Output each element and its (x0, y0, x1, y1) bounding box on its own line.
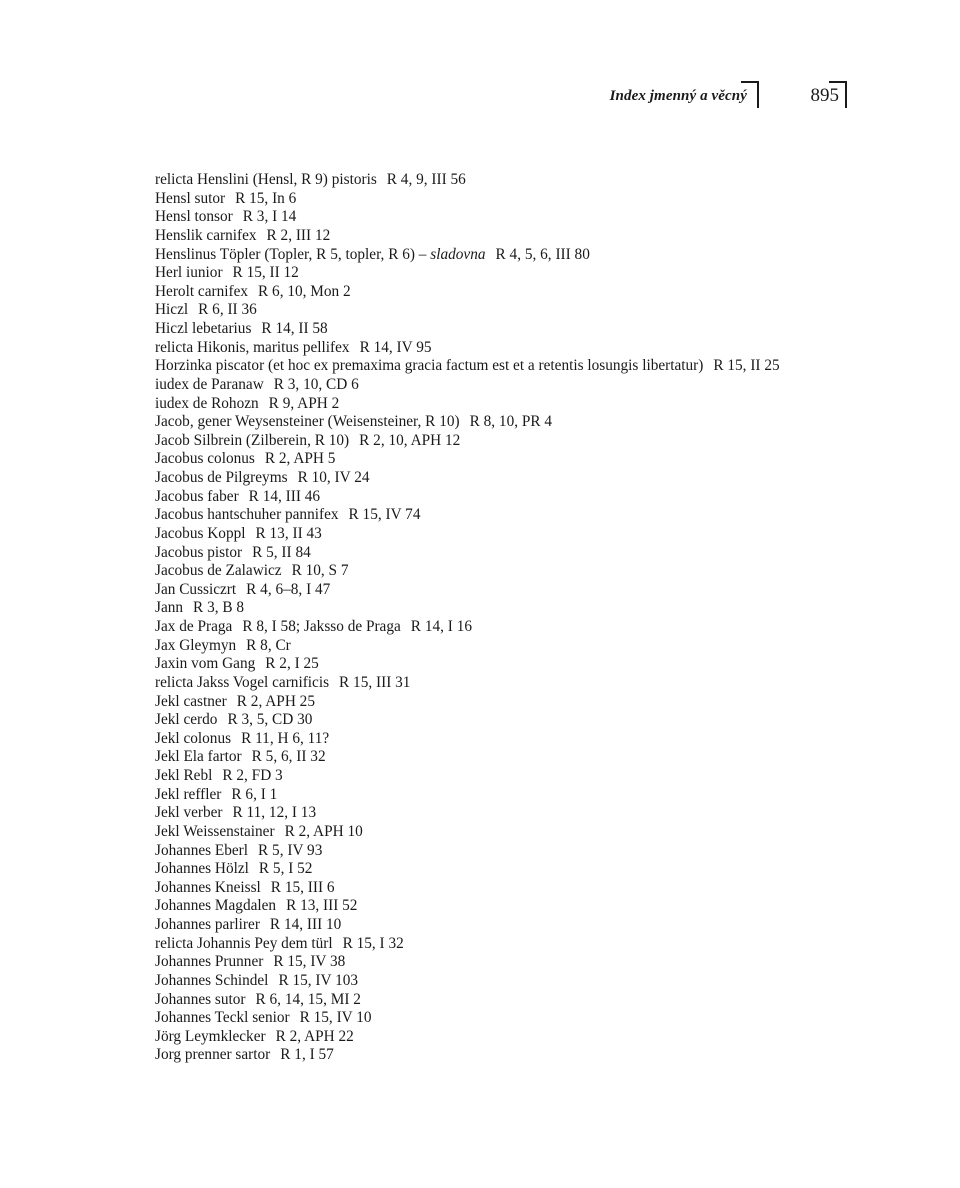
entry-name: relicta Hikonis, maritus pellifex (155, 338, 350, 356)
entry-name: Johannes Magdalen (155, 897, 277, 915)
entry-reference: R 15, IV 10 (299, 1009, 372, 1027)
entry-reference: R 6, 14, 15, MI 2 (255, 990, 361, 1008)
entry-reference: R 6, II 36 (198, 301, 257, 319)
entry-reference: R 10, S 7 (291, 562, 349, 580)
entry-reference: R 15, II 12 (232, 264, 299, 282)
index-entry (155, 283, 855, 302)
index-entry (155, 767, 855, 786)
entry-name: relicta Jakss Vogel carnificis (155, 673, 330, 691)
index-entry (155, 339, 855, 358)
entry-name: Hensl tonsor (155, 208, 233, 226)
entry-name: Jacobus de Pilgreyms (155, 469, 288, 486)
entry-name: Jann (155, 599, 184, 617)
entry-name: relicta Johannis Pey dem türl (155, 934, 333, 952)
entry-name: Jörg Leymklecker (155, 1027, 266, 1045)
entry-name: Jekl Weissenstainer (155, 822, 275, 840)
running-head-title: Index jmenný a věcný (609, 88, 747, 104)
entry-reference: R 4, 6–8, I 47 (246, 580, 331, 598)
index-entry (155, 246, 855, 265)
index-entry (155, 581, 855, 600)
entry-name: Hensl sutor (155, 189, 226, 207)
page-number: 895 (810, 85, 839, 106)
entry-name: Johannes Prunner (155, 953, 264, 971)
entry-name: Jekl cerdo (155, 711, 218, 729)
index-entry (155, 674, 855, 693)
entry-name: Jacobus pistor (155, 543, 243, 561)
entry-name: Jax Gleymyn (155, 636, 237, 654)
index-entry (155, 1046, 855, 1065)
corner-bracket-ornament (829, 81, 847, 108)
index-entry (155, 786, 855, 805)
index-entry (155, 264, 855, 283)
index-entry (155, 1009, 855, 1028)
entry-name: Johannes parlirer (155, 916, 260, 933)
corner-bracket-ornament (741, 81, 759, 108)
entry-reference: R 14, I 16 (410, 618, 472, 635)
entry-name: Jacobus faber (155, 487, 239, 505)
index-entry (155, 469, 855, 488)
entry-reference: R 4, 5, 6, III 80 (495, 245, 590, 263)
entry-reference: R 13, II 43 (255, 524, 322, 542)
entry-name: Johannes sutor (155, 990, 246, 1008)
index-entry (155, 525, 855, 544)
entry-name: Johannes Eberl (155, 841, 249, 859)
index-entry (155, 991, 855, 1010)
index-entry (155, 618, 855, 637)
entry-name: Jaxin vom Gang (155, 655, 256, 673)
index-entry (155, 637, 855, 656)
entry-reference: R 10, IV 24 (297, 469, 370, 486)
entry-reference: R 2, APH 25 (236, 692, 315, 710)
entry-reference: R 15, III 6 (270, 878, 335, 896)
index-entry (155, 544, 855, 563)
entry-reference: R 3, 5, CD 30 (227, 711, 313, 729)
entry-name: Jekl Rebl (155, 767, 213, 784)
index-entry (155, 301, 855, 320)
entry-reference: R 2, APH 5 (264, 450, 336, 468)
index-entry (155, 655, 855, 674)
entry-name: Jacobus Koppl (155, 524, 246, 542)
index-list (155, 171, 855, 1065)
entry-name: Herl iunior (155, 264, 223, 282)
entry-reference: R 11, 12, I 13 (232, 804, 317, 822)
entry-reference: R 15, III 31 (339, 673, 411, 691)
index-entry (155, 320, 855, 339)
entry-reference: R 3, I 14 (242, 208, 297, 226)
entry-reference: R 14, IV 95 (359, 338, 432, 356)
entry-reference: R 14, II 58 (261, 320, 328, 337)
entry-name: Hiczl (155, 301, 189, 319)
entry-name: Jacobus de Zalawicz (155, 562, 282, 580)
entry-reference: R 3, B 8 (193, 599, 245, 617)
entry-name: Johannes Teckl senior (155, 1009, 290, 1027)
entry-reference: R 15, II 25 (713, 357, 780, 375)
entry-name: Jacobus colonus (155, 450, 255, 468)
entry-name: Jax de Praga (155, 618, 233, 635)
index-entry (155, 432, 855, 451)
entry-reference: R 5, I 52 (258, 860, 313, 878)
running-head (0, 80, 960, 112)
entry-reference: R 13, III 52 (286, 897, 358, 915)
index-entry (155, 413, 855, 432)
index-entry (155, 599, 855, 618)
index-entry (155, 972, 855, 991)
entry-name: relicta Henslini (Hensl, R 9) pistoris (155, 171, 377, 188)
entry-reference: R 2, 10, APH 12 (359, 431, 461, 449)
index-entry (155, 190, 855, 209)
entry-reference: R 15, I 32 (342, 934, 404, 952)
entry-reference: R 2, APH 10 (284, 822, 363, 840)
entry-name: Jekl Ela fartor (155, 748, 242, 766)
entry-name: Hiczl lebetarius (155, 320, 252, 337)
entry-name: Jekl colonus (155, 729, 232, 747)
entry-reference: R 8, 10, PR 4 (469, 413, 553, 431)
index-entry (155, 879, 855, 898)
index-entry (155, 506, 855, 525)
index-entry (155, 376, 855, 395)
entry-reference: R 2, APH 22 (275, 1027, 354, 1045)
entry-name: Jekl castner (155, 692, 227, 710)
entry-reference: R 5, IV 93 (258, 841, 323, 859)
entry-reference: R 2, FD 3 (222, 767, 283, 784)
entry-reference: R 8, I 58; Jaksso de Praga (242, 618, 401, 635)
index-entry (155, 693, 855, 712)
entry-reference: R 14, III 10 (269, 916, 342, 933)
entry-name: Horzinka piscator (et hoc ex premaxima gracia factum est et a retentis losungis libertatur) (155, 357, 704, 375)
entry-reference: R 15, IV 74 (348, 506, 421, 524)
index-entry (155, 171, 855, 190)
entry-name: Jan Cussiczrt (155, 580, 237, 598)
entry-reference: R 4, 9, III 56 (386, 171, 466, 188)
index-entry (155, 748, 855, 767)
index-entry (155, 227, 855, 246)
entry-reference: R 11, H 6, 11? (241, 729, 330, 747)
entry-reference: R 6, 10, Mon 2 (258, 282, 351, 300)
entry-name: Jacob, gener Weysensteiner (Weisensteiner, R 10) (155, 413, 460, 431)
entry-name: iudex de Paranaw (155, 375, 264, 393)
index-entry (155, 897, 855, 916)
entry-reference: R 15, IV 38 (273, 953, 346, 971)
index-entry (155, 562, 855, 581)
entry-name: Jekl verber (155, 804, 223, 822)
index-entry (155, 804, 855, 823)
index-entry (155, 488, 855, 507)
entry-name: Johannes Kneissl (155, 878, 261, 896)
entry-reference: R 15, In 6 (235, 189, 297, 207)
index-entry (155, 953, 855, 972)
entry-name: Jorg prenner sartor (155, 1046, 271, 1064)
entry-reference: R 15, IV 103 (278, 971, 359, 989)
entry-reference: R 5, 6, II 32 (251, 748, 326, 766)
entry-name: Jacob Silbrein (Zilberein, R 10) (155, 431, 350, 449)
index-entry (155, 1028, 855, 1047)
entry-name: Jekl reffler (155, 785, 222, 803)
entry-name: Johannes Hӧlzl (155, 860, 249, 878)
entry-name: Herolt carnifex (155, 282, 249, 300)
entry-italic-note: sladovna (430, 245, 486, 263)
entry-reference: R 8, Cr (246, 636, 291, 654)
index-entry (155, 916, 855, 935)
entry-name: Henslinus Tӧpler (Topler, R 5, topler, R 6) – (155, 245, 427, 263)
entry-reference: R 1, I 57 (280, 1046, 334, 1064)
index-entry (155, 823, 855, 842)
entry-name: iudex de Rohozn (155, 394, 259, 412)
index-entry (155, 730, 855, 749)
index-entry (155, 395, 855, 414)
entry-reference: R 5, II 84 (252, 543, 311, 561)
index-entry (155, 357, 855, 376)
index-entry (155, 842, 855, 861)
entry-name: Johannes Schindel (155, 971, 269, 989)
index-entry (155, 935, 855, 954)
entry-reference: R 14, III 46 (248, 487, 321, 505)
index-entry (155, 711, 855, 730)
index-entry (155, 208, 855, 227)
entry-reference: R 2, I 25 (265, 655, 319, 673)
entry-reference: R 9, APH 2 (268, 394, 340, 412)
index-entry (155, 450, 855, 469)
entry-reference: R 2, III 12 (266, 226, 331, 244)
index-entry (155, 860, 855, 879)
entry-name: Jacobus hantschuher pannifex (155, 506, 339, 524)
entry-name: Henslik carnifex (155, 226, 257, 244)
entry-reference: R 3, 10, CD 6 (273, 375, 359, 393)
entry-reference: R 6, I 1 (231, 785, 278, 803)
